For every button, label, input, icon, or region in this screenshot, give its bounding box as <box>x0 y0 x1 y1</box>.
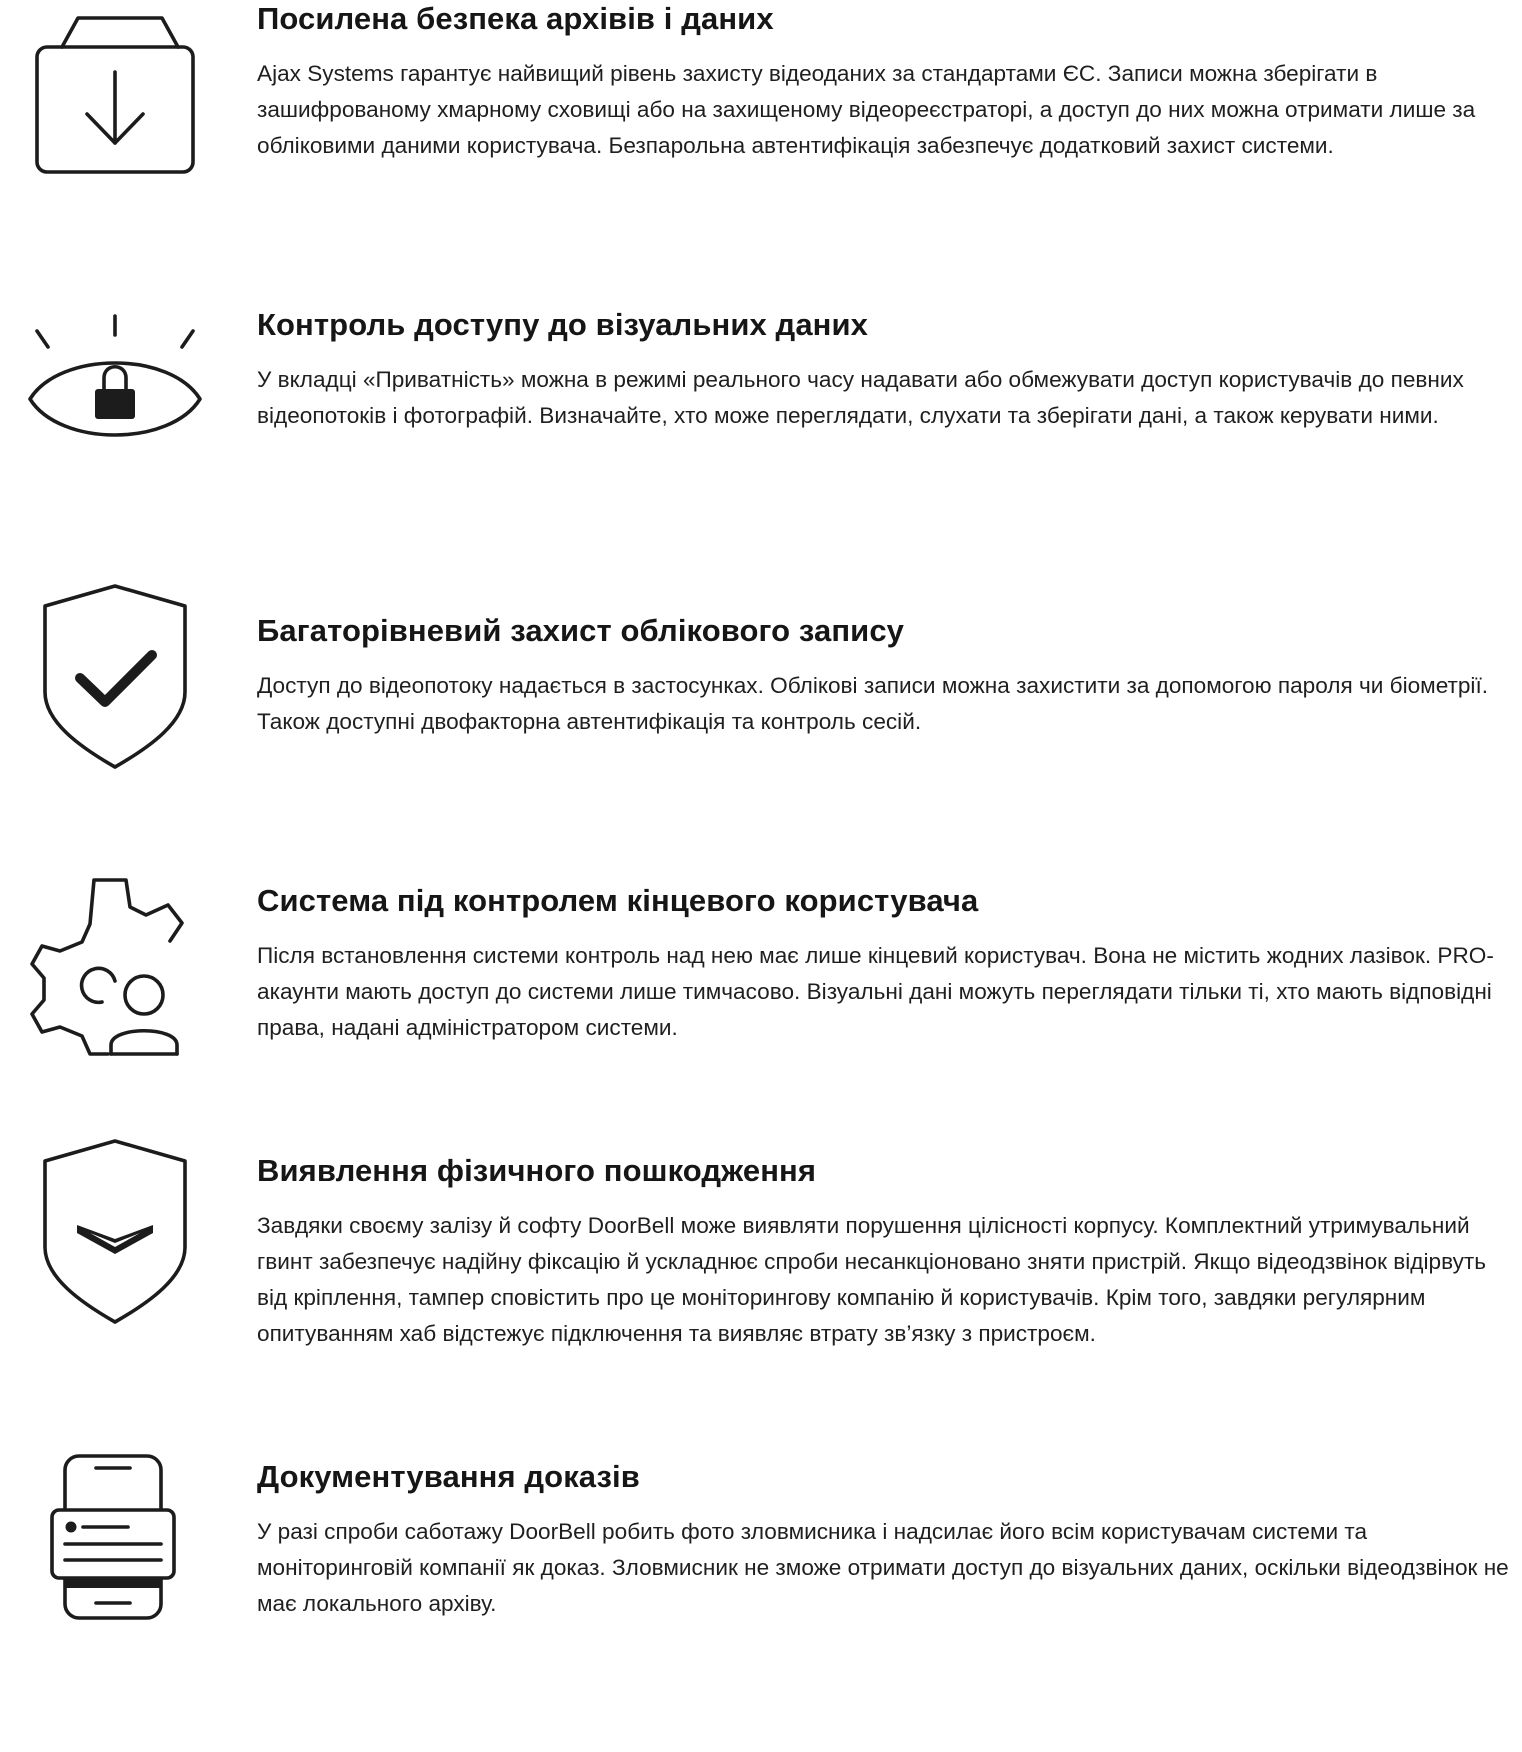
feature-text <box>257 306 1515 434</box>
phone-notification-icon <box>20 1448 210 1638</box>
feature-title: Система під контролем кінцевого користувача <box>257 883 979 918</box>
feature-text <box>257 1152 1515 1352</box>
feature-description: У разі спроби саботажу DoorBell робить фото зловмисника і надсилає його всім користувачам системи та моніторинговій компанії як доказ. Зловмисник не зможе отримати доступ до візуальних даних, оскільки відеодзвінок не має локального архіву. <box>257 1519 1509 1616</box>
feature-description: Ajax Systems гарантує найвищий рівень захисту відеоданих за стандартами ЄС. Записи можна зберігати в зашифрованому хмарному сховищі або на захищеному відеореєстраторі, а доступ до них можна отримати лише за обліковими даними користувача. Безпарольна автентифікація забезпечує додатковий захист системи. <box>257 61 1476 158</box>
feature-title: Багаторівневий захист облікового запису <box>257 613 905 648</box>
feature-description: Доступ до відеопотоку надається в застосунках. Облікові записи можна захистити за допомогою пароля чи біометрії. Також доступні двофакторна автентифікація та контроль сесій. <box>257 673 1489 734</box>
eye-lock-icon <box>20 301 210 491</box>
feature-title: Документування доказів <box>257 1459 640 1494</box>
feature-description: Завдяки своєму залізу й софту DoorBell може виявляти порушення цілісності корпусу. Комплектний утримувальний гвинт забезпечує надійну фіксацію й ускладнює спроби несанкціоновано зняти пристрій. Якщо відеодзвінок відірвуть від кріплення, тампер сповістить про це моніторингову компанію й користувачів. Крім того, завдяки регулярним опитуванням хаб відстежує підключення та виявляє втрату зв’язку з пристроєм. <box>257 1213 1486 1346</box>
archive-download-icon <box>20 0 210 190</box>
feature-title: Посилена безпека архівів і даних <box>257 1 774 36</box>
shield-logo-icon <box>20 1137 210 1327</box>
feature-text <box>257 1458 1515 1622</box>
feature-text <box>257 882 1515 1046</box>
feature-text <box>257 612 1515 740</box>
feature-title: Виявлення фізичного пошкодження <box>257 1153 817 1188</box>
feature-description: Після встановлення системи контроль над нею має лише кінцевий користувач. Вона не містить жодних лазівок. PRO-акаунти мають доступ до системи лише тимчасово. Візуальні дані можуть переглядати тільки ті, хто мають відповідні права, надані адміністратором системи. <box>257 943 1494 1040</box>
gear-user-icon <box>20 874 210 1064</box>
feature-description: У вкладці «Приватність» можна в режимі реального часу надавати або обмежувати доступ користувачів до певних відеопотоків і фотографій. Визначайте, хто може переглядати, слухати та зберігати дані, а також керувати ними. <box>257 367 1464 428</box>
feature-title: Контроль доступу до візуальних даних <box>257 307 868 342</box>
shield-check-icon <box>20 582 210 772</box>
feature-text <box>257 0 1515 164</box>
